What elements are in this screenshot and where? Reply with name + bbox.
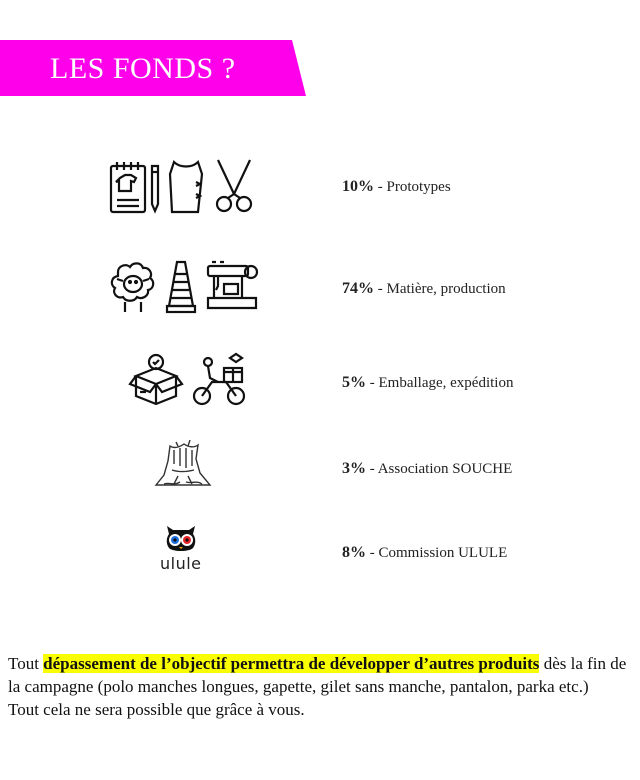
- sheep-icon: [108, 258, 158, 316]
- scissors-icon: [212, 158, 256, 216]
- section-title: LES FONDS ?: [50, 52, 236, 85]
- notebook-shirt-icon: [108, 158, 160, 216]
- icon-group: [128, 352, 248, 408]
- tree-stump-icon: [154, 440, 212, 490]
- fund-label: [342, 178, 451, 196]
- fund-item-ulule: [0, 522, 640, 582]
- footer-suffix: dès la fin de la campagne (polo manches longues, gapette, gilet sans manche, pantalon, parka etc.): [8, 654, 627, 696]
- fund-description: Association SOUCHE: [377, 461, 513, 477]
- fund-item-association: [0, 440, 640, 496]
- fund-percent: 3%: [342, 460, 366, 477]
- ulule-logo-icon: [163, 522, 199, 552]
- icon-group: [108, 158, 256, 216]
- fund-item-prototypes: [0, 158, 640, 218]
- fund-description: Commission ULULE: [378, 545, 508, 561]
- icon-group: [154, 440, 212, 490]
- fund-percent: 10%: [342, 178, 374, 195]
- pattern-piece-icon: [166, 158, 206, 216]
- icon-group: [160, 522, 202, 573]
- fund-item-shipping: [0, 352, 640, 410]
- footer-prefix: Tout: [8, 654, 44, 673]
- parcel-box-icon: [128, 352, 184, 408]
- fund-description: Prototypes: [386, 179, 451, 195]
- footer-highlight: dépassement de l’objectif permettra de développer d’autres produits: [43, 654, 540, 673]
- footer-text: [8, 652, 634, 721]
- thread-spool-icon: [164, 258, 198, 316]
- delivery-bike-icon: [190, 352, 248, 408]
- fund-label: [342, 544, 507, 562]
- sewing-machine-icon: [204, 258, 260, 316]
- fund-separator: -: [377, 281, 383, 297]
- icon-group: [108, 258, 260, 316]
- fund-percent: 5%: [342, 374, 366, 391]
- fund-description: Matière, production: [386, 281, 506, 297]
- fund-label: [342, 374, 513, 392]
- fund-percent: 8%: [342, 544, 366, 561]
- fund-percent: 74%: [342, 280, 374, 297]
- fund-separator: -: [369, 461, 375, 477]
- fund-label: [342, 280, 506, 298]
- fund-separator: -: [369, 375, 375, 391]
- fund-separator: -: [369, 545, 375, 561]
- fund-separator: -: [377, 179, 383, 195]
- fund-label: [342, 460, 512, 478]
- fund-item-production: [0, 258, 640, 318]
- footer-line2: Tout cela ne sera possible que grâce à vous.: [8, 700, 305, 719]
- ulule-logo-text: ulule: [160, 554, 202, 573]
- fund-description: Emballage, expédition: [378, 375, 514, 391]
